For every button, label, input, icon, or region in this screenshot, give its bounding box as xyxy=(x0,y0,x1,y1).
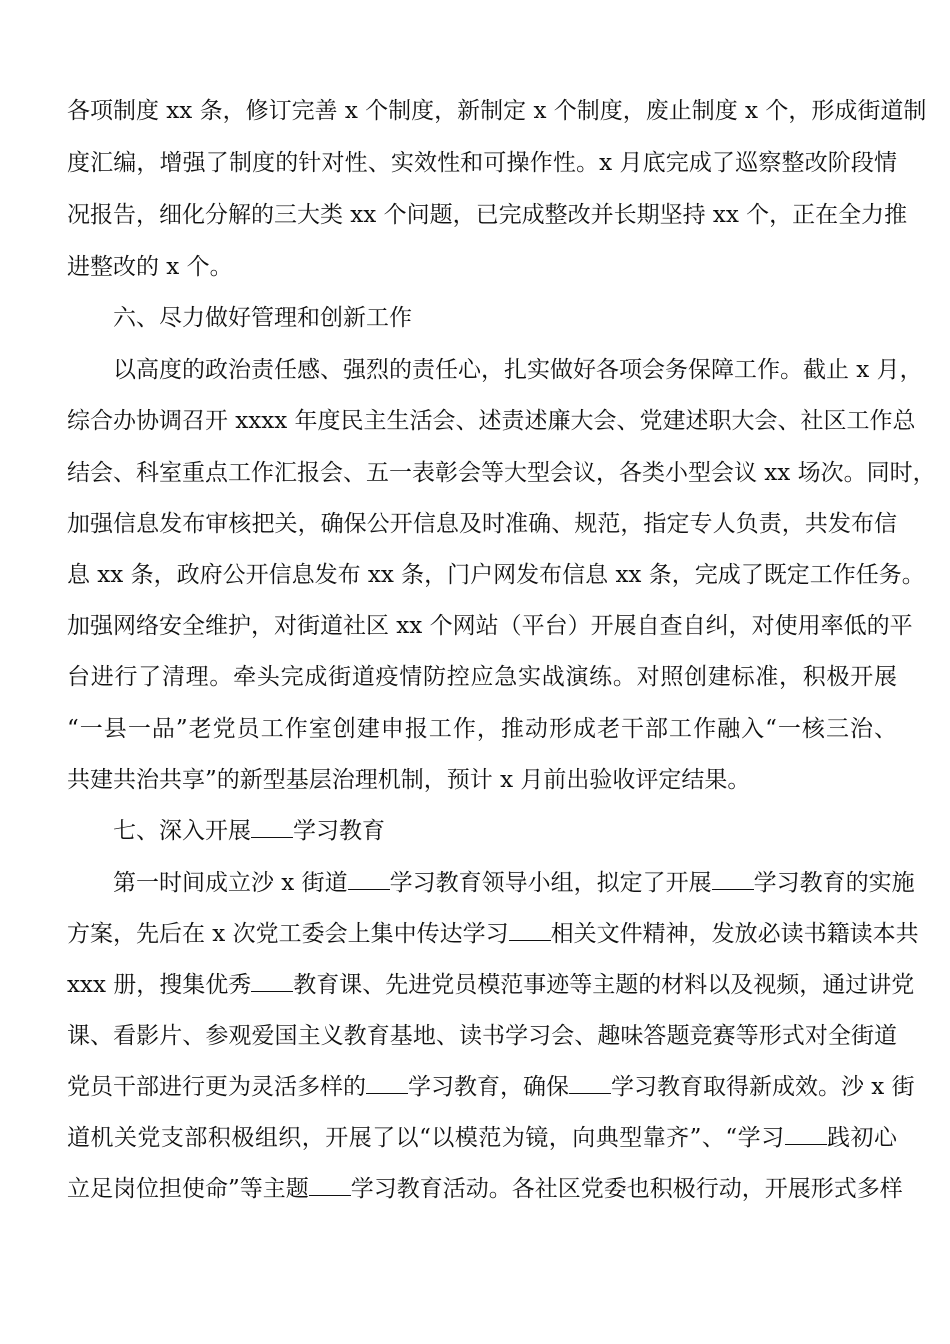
text-run: 学习教育，确保 xyxy=(408,1074,569,1100)
paragraph-line xyxy=(67,1173,903,1205)
blank-underline xyxy=(569,1073,611,1094)
section-heading-7 xyxy=(113,815,897,847)
paragraph-line: 共建共治共享”的新型基层治理机制，预计 x 月前出验收评定结果。 xyxy=(67,767,751,793)
text-run: 践初心 xyxy=(826,1125,897,1151)
blank-underline xyxy=(712,869,754,890)
heading-text: 学习教育 xyxy=(293,818,385,844)
paragraph-line xyxy=(113,867,915,899)
blank-underline xyxy=(509,920,551,941)
paragraph-line: 度汇编，增强了制度的针对性、实效性和可操作性。x 月底完成了巡察整改阶段情 xyxy=(67,150,897,176)
text-run: 学习教育的实施 xyxy=(753,870,915,896)
paragraph-line: 各项制度 xx 条，修订完善 x 个制度，新制定 x 个制度，废止制度 x 个，形成街道制 xyxy=(67,98,927,124)
blank-underline xyxy=(348,869,390,890)
paragraph-line: 进整改的 x 个。 xyxy=(67,254,233,280)
text-run: 教育课、先进党员模范事迹等主题的材料以及视频，通过讲党 xyxy=(293,972,915,998)
paragraph-line: 以高度的政治责任感、强烈的责任心，扎实做好各项会务保障工作。截止 x 月， xyxy=(113,357,923,383)
paragraph-line: 加强网络安全维护，对街道社区 xx 个网站（平台）开展自查自纠，对使用率低的平 xyxy=(67,613,913,639)
paragraph-line xyxy=(67,969,915,1001)
blank-underline xyxy=(366,1073,408,1094)
paragraph-line: “一县一品”老党员工作室创建申报工作，推动形成老干部工作融入“一核三治、 xyxy=(67,716,897,742)
paragraph-line: 加强信息发布审核把关，确保公开信息及时准确、规范，指定专人负责，共发布信 xyxy=(67,511,897,537)
text-run: xxx 册，搜集优秀 xyxy=(67,972,252,998)
paragraph-line xyxy=(67,1071,915,1103)
blank-underline xyxy=(785,1124,827,1145)
paragraph-line xyxy=(67,1122,897,1154)
blank-underline xyxy=(251,817,293,838)
text-run: 学习教育领导小组，拟定了开展 xyxy=(389,870,712,896)
paragraph-line xyxy=(67,918,919,950)
text-run: 方案，先后在 x 次党工委会上集中传达学习 xyxy=(67,921,509,947)
blank-underline xyxy=(251,971,293,992)
heading-text: 七、深入开展 xyxy=(113,818,251,844)
paragraph-line: 综合办协调召开 xxxx 年度民主生活会、述责述廉大会、党建述职大会、社区工作总 xyxy=(67,408,916,434)
text-run: 第一时间成立沙 x 街道 xyxy=(113,870,348,896)
paragraph-line: 结会、科室重点工作汇报会、五一表彰会等大型会议，各类小型会议 xx 场次。同时， xyxy=(67,460,936,486)
text-run: 学习教育活动。各社区党委也积极行动，开展形式多样 xyxy=(350,1176,903,1202)
paragraph-line: 课、看影片、参观爱国主义教育基地、读书学习会、趣味答题竞赛等形式对全街道 xyxy=(67,1023,897,1049)
text-run: 学习教育取得新成效。沙 x 街 xyxy=(611,1074,915,1100)
paragraph-line: 况报告，细化分解的三大类 xx 个问题，已完成整改并长期坚持 xx 个，正在全力推 xyxy=(67,202,908,228)
text-run: 道机关党支部积极组织，开展了以“以模范为镜，向典型靠齐”、“学习 xyxy=(67,1125,785,1151)
section-heading-6: 六、尽力做好管理和创新工作 xyxy=(113,305,412,331)
text-run: 党员干部进行更为灵活多样的 xyxy=(67,1074,366,1100)
paragraph-line: 台进行了清理。牵头完成街道疫情防控应急实战演练。对照创建标准，积极开展 xyxy=(67,664,897,690)
text-run: 相关文件精神，发放必读书籍读本共 xyxy=(550,921,919,947)
paragraph-line: 息 xx 条，政府公开信息发布 xx 条，门户网发布信息 xx 条，完成了既定工作任务。 xyxy=(67,562,925,588)
text-run: 立足岗位担使命”等主题 xyxy=(67,1176,309,1202)
blank-underline xyxy=(309,1175,351,1196)
